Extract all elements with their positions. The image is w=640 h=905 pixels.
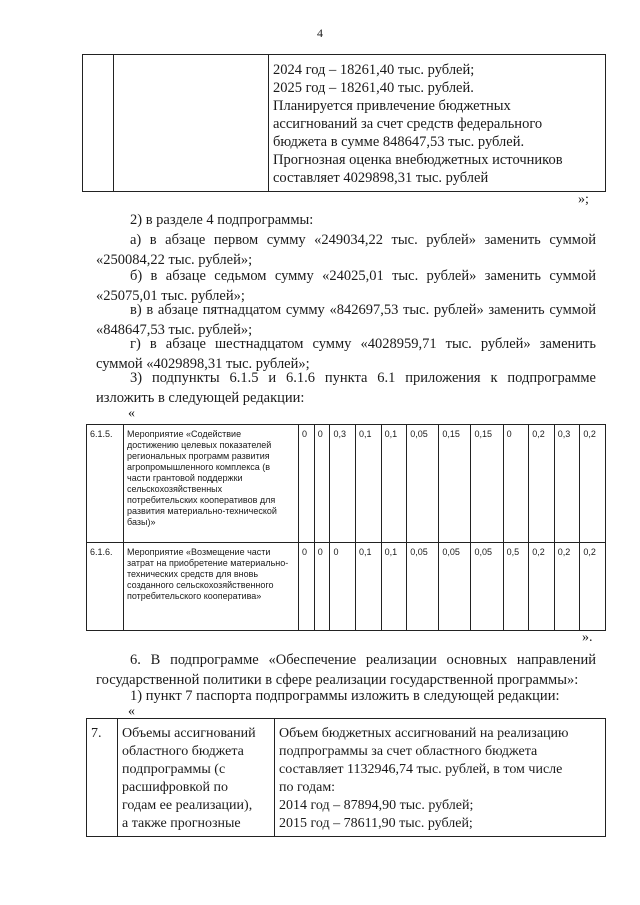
section6-item1: 1) пункт 7 паспорта подпрограммы изложить в следующей редакции: [130, 688, 560, 704]
page-number: 4 [317, 26, 323, 40]
measure-name: Мероприятие «Содействие достижению целевых показателей региональных программ развития агропромышленного комплекса (в части грантовой поддержки сельскохозяйственных потребительских кооперативов для развития материально-технической базы)» [124, 425, 299, 543]
value-cell: 0,2 [554, 543, 580, 631]
value-cell: 0,3 [554, 425, 580, 543]
value-cell: 0,5 [503, 543, 529, 631]
label-line: годам ее реализации), [122, 798, 253, 813]
opening-quote: « [128, 406, 135, 421]
table-row [87, 719, 606, 837]
row-number: 6.1.6. [87, 543, 124, 631]
section4-intro: 2) в разделе 4 подпрограммы: [130, 212, 314, 228]
closing-quote: ». [582, 630, 593, 645]
value-cell: 0 [314, 543, 330, 631]
funding-table-fragment [82, 54, 606, 192]
table-row [87, 425, 606, 543]
passport-label [118, 719, 275, 837]
content-line: Объем бюджетных ассигнований на реализацию [279, 726, 569, 741]
content-line: составляет 1132946,74 тыс. рублей, в том числе [279, 762, 563, 777]
row-number: 7. [87, 719, 118, 837]
value-cell: 0,2 [580, 425, 606, 543]
measures-table [86, 424, 606, 631]
table-cell-label [114, 55, 269, 192]
section6-heading: 6. В подпрограмме «Обеспечение реализации основных направлений государственной политики в сфере реализации государственной программы»: [96, 652, 596, 688]
closing-quote: »; [578, 192, 589, 207]
funding-line: 2024 год – 18261,40 тыс. рублей; [273, 62, 475, 78]
item3-text: 3) подпункты 6.1.5 и 6.1.6 пункта 6.1 приложения к подпрограмме изложить в следующей редакции: [96, 370, 596, 406]
amendment-v: в) в абзаце пятнадцатом сумму «842697,53 тыс. рублей» заменить суммой «848647,53 тыс. рублей»; [96, 302, 596, 338]
value-cell: 0,2 [529, 425, 555, 543]
row-number: 6.1.5. [87, 425, 124, 543]
content-line: 2015 год – 78611,90 тыс. рублей; [279, 816, 473, 831]
table-cell-number [83, 55, 114, 192]
funding-line: 2025 год – 18261,40 тыс. рублей. [273, 80, 474, 96]
value-cell: 0,05 [471, 543, 503, 631]
value-cell: 0,05 [407, 425, 439, 543]
value-cell: 0 [299, 543, 315, 631]
table-cell-content [269, 55, 606, 192]
funding-line: составляет 4029898,31 тыс. рублей [273, 170, 489, 186]
value-cell: 0,2 [529, 543, 555, 631]
value-cell: 0,1 [356, 543, 382, 631]
value-cell: 0,1 [356, 425, 382, 543]
value-cell: 0 [314, 425, 330, 543]
value-cell: 0,05 [439, 543, 471, 631]
value-cell: 0 [330, 543, 356, 631]
label-line: а также прогнозные [122, 816, 241, 831]
table-row [87, 543, 606, 631]
value-cell: 0,05 [407, 543, 439, 631]
label-line: областного бюджета [122, 744, 244, 759]
amendment-b: б) в абзаце седьмом сумму «24025,01 тыс. рублей» заменить суммой «25075,01 тыс. рублей»; [96, 268, 596, 304]
value-cell: 0,15 [439, 425, 471, 543]
funding-line: Прогнозная оценка внебюджетных источников [273, 152, 563, 168]
funding-line: бюджета в сумме 848647,53 тыс. рублей. [273, 134, 525, 150]
value-cell: 0,1 [381, 425, 407, 543]
content-line: подпрограммы за счет областного бюджета [279, 744, 538, 759]
value-cell: 0 [503, 425, 529, 543]
value-cell: 0,15 [471, 425, 503, 543]
value-cell: 0,1 [381, 543, 407, 631]
passport-table [86, 718, 606, 837]
measure-name: Мероприятие «Возмещение части затрат на приобретение материально-технических средств для вновь созданного сельскохозяйственного потребительского кооператива» [124, 543, 299, 631]
value-cell: 0 [299, 425, 315, 543]
label-line: расшифровкой по [122, 780, 228, 795]
label-line: подпрограммы (с [122, 762, 226, 777]
funding-line: ассигнований за счет средств федерального [273, 116, 543, 132]
value-cell: 0,2 [580, 543, 606, 631]
label-line: Объемы ассигнований [122, 726, 256, 741]
amendment-a: а) в абзаце первом сумму «249034,22 тыс. рублей» заменить суммой «250084,22 тыс. рублей»; [96, 232, 596, 268]
funding-line: Планируется привлечение бюджетных [273, 98, 511, 114]
amendment-g: г) в абзаце шестнадцатом сумму «4028959,71 тыс. рублей» заменить суммой «4029898,31 тыс. рублей»; [96, 336, 596, 372]
passport-content [275, 719, 606, 837]
content-line: по годам: [279, 780, 336, 795]
opening-quote: « [128, 704, 135, 719]
content-line: 2014 год – 87894,90 тыс. рублей; [279, 798, 474, 813]
value-cell: 0,3 [330, 425, 356, 543]
